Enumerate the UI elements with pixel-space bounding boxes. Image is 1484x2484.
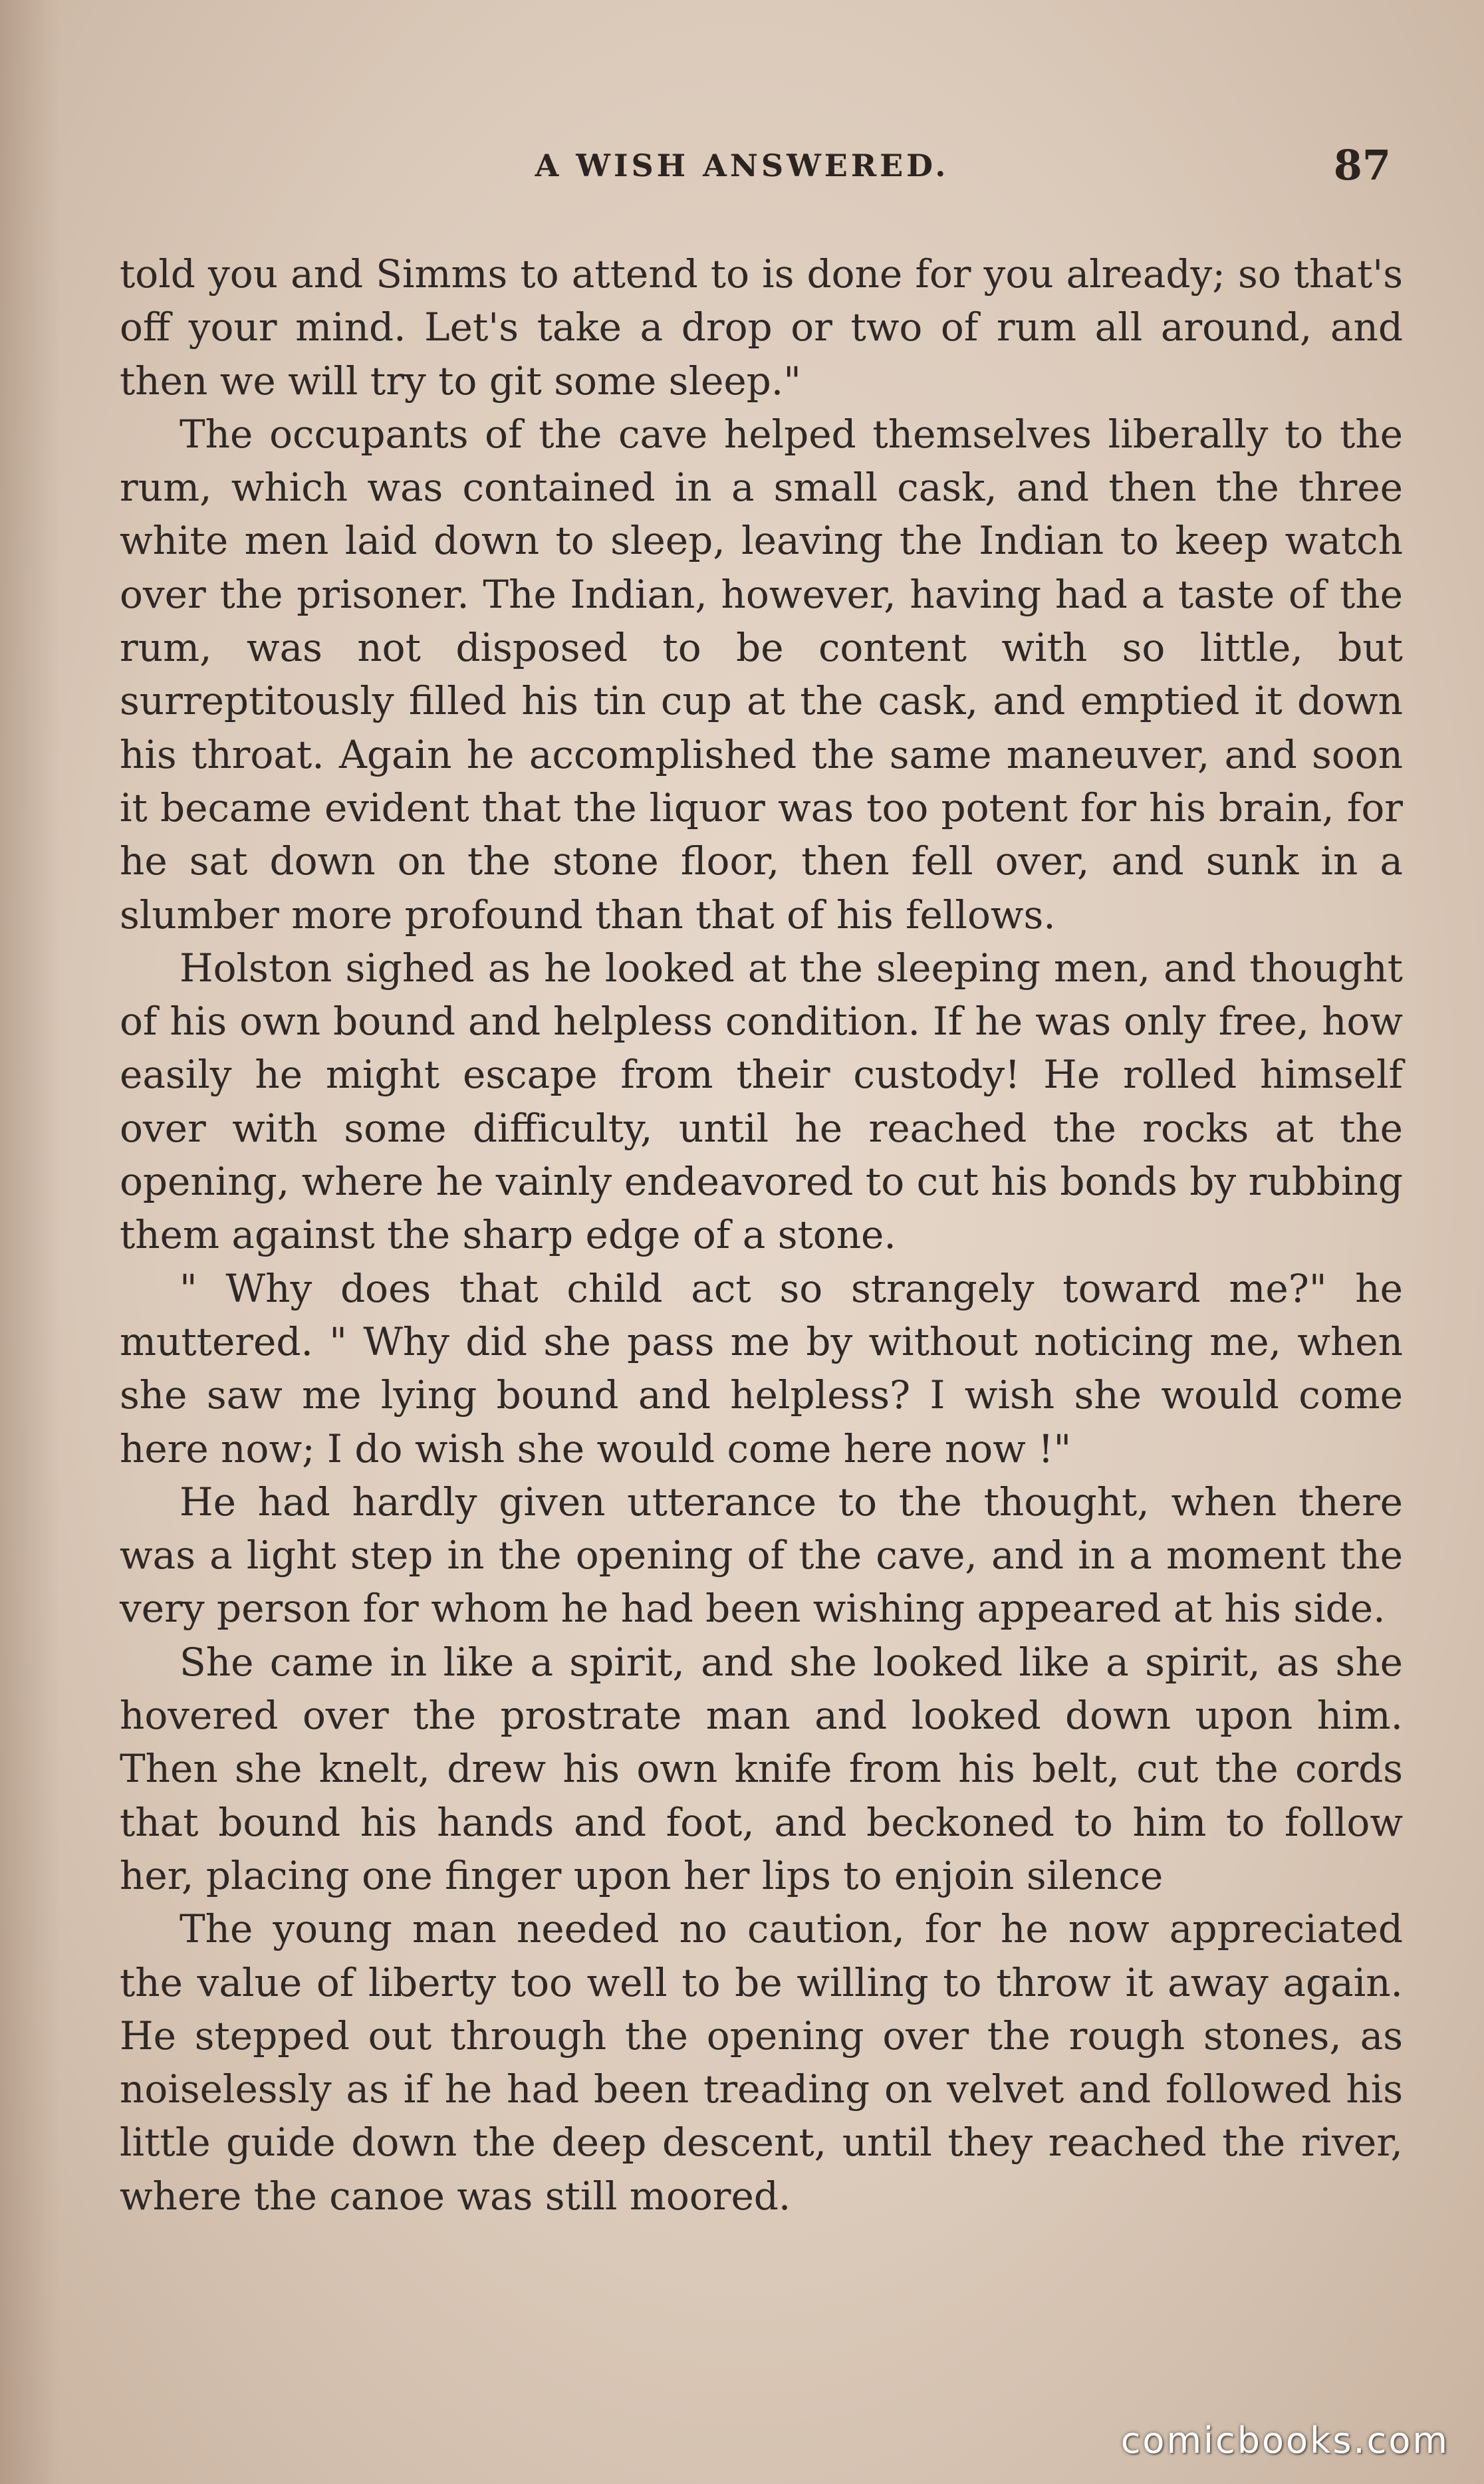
paragraph-4: " Why does that child act so strangely toward me?" he muttered. " Why did she pass me by without noticing me, when she saw me lying bound and helpless? I wish she would come here now; I do wish she would come here now !"	[120, 1265, 1403, 1471]
paragraph-1: told you and Simms to attend to is done for you already; so that's off your mind. Let's take a drop or two of rum all around, and then we will try to git some sleep."	[120, 251, 1403, 404]
paragraph-5: He had hardly given utterance to the thought, when there was a light step in the opening of the cave, and in a moment the very person for whom he had been wishing appeared at his side.	[120, 1479, 1403, 1632]
page-number: 87	[1333, 141, 1391, 189]
paragraph-6: She came in like a spirit, and she looked like a spirit, as she hovered over the prostrate man and looked down upon him. Then she knelt, drew his own knife from his belt, cut the cords that bound his hands and foot, and beckoned to him to follow her, placing one finger upon her lips to enjoin silence	[120, 1639, 1403, 1898]
running-header	[0, 133, 1484, 206]
paragraph-2: The occupants of the cave helped themselves liberally to the rum, which was contained in a small cask, and then the three white men laid down to sleep, leaving the Indian to keep watch over the prisoner. The Indian, however, having had a taste of the rum, was not disposed to be content with so little, but surreptitously filled his tin cup at the cask, and emptied it down his throat. Again he accomplished the same maneuver, and soon it became evident that the liquor was too potent for his brain, for he sat down on the stone floor, then fell over, and sunk in a slumber more profound than that of his fellows.	[120, 411, 1403, 937]
paragraph-7: The young man needed no caution, for he now appreciated the value of liberty too well to be willing to throw it away again. He stepped out through the opening over the rough stones, as noiselessly as if he had been treading on velvet and followed his little guide down the deep descent, until they reached the river, where the canoe was still moored.	[120, 1906, 1403, 2219]
page-edge-shadow	[0, 0, 60, 2484]
paragraph-3: Holston sighed as he looked at the sleeping men, and thought of his own bound and helpless condition. If he was only free, how easily he might escape from their custody! He rolled himself over with some difficulty, until he reached the rocks at the opening, where he vainly endeavored to cut his bonds by rubbing them against the sharp edge of a stone.	[120, 945, 1403, 1258]
site-watermark: comicbooks.com	[1120, 2420, 1449, 2461]
body-text	[120, 247, 1403, 2223]
chapter-title: A WISH ANSWERED.	[535, 148, 949, 184]
